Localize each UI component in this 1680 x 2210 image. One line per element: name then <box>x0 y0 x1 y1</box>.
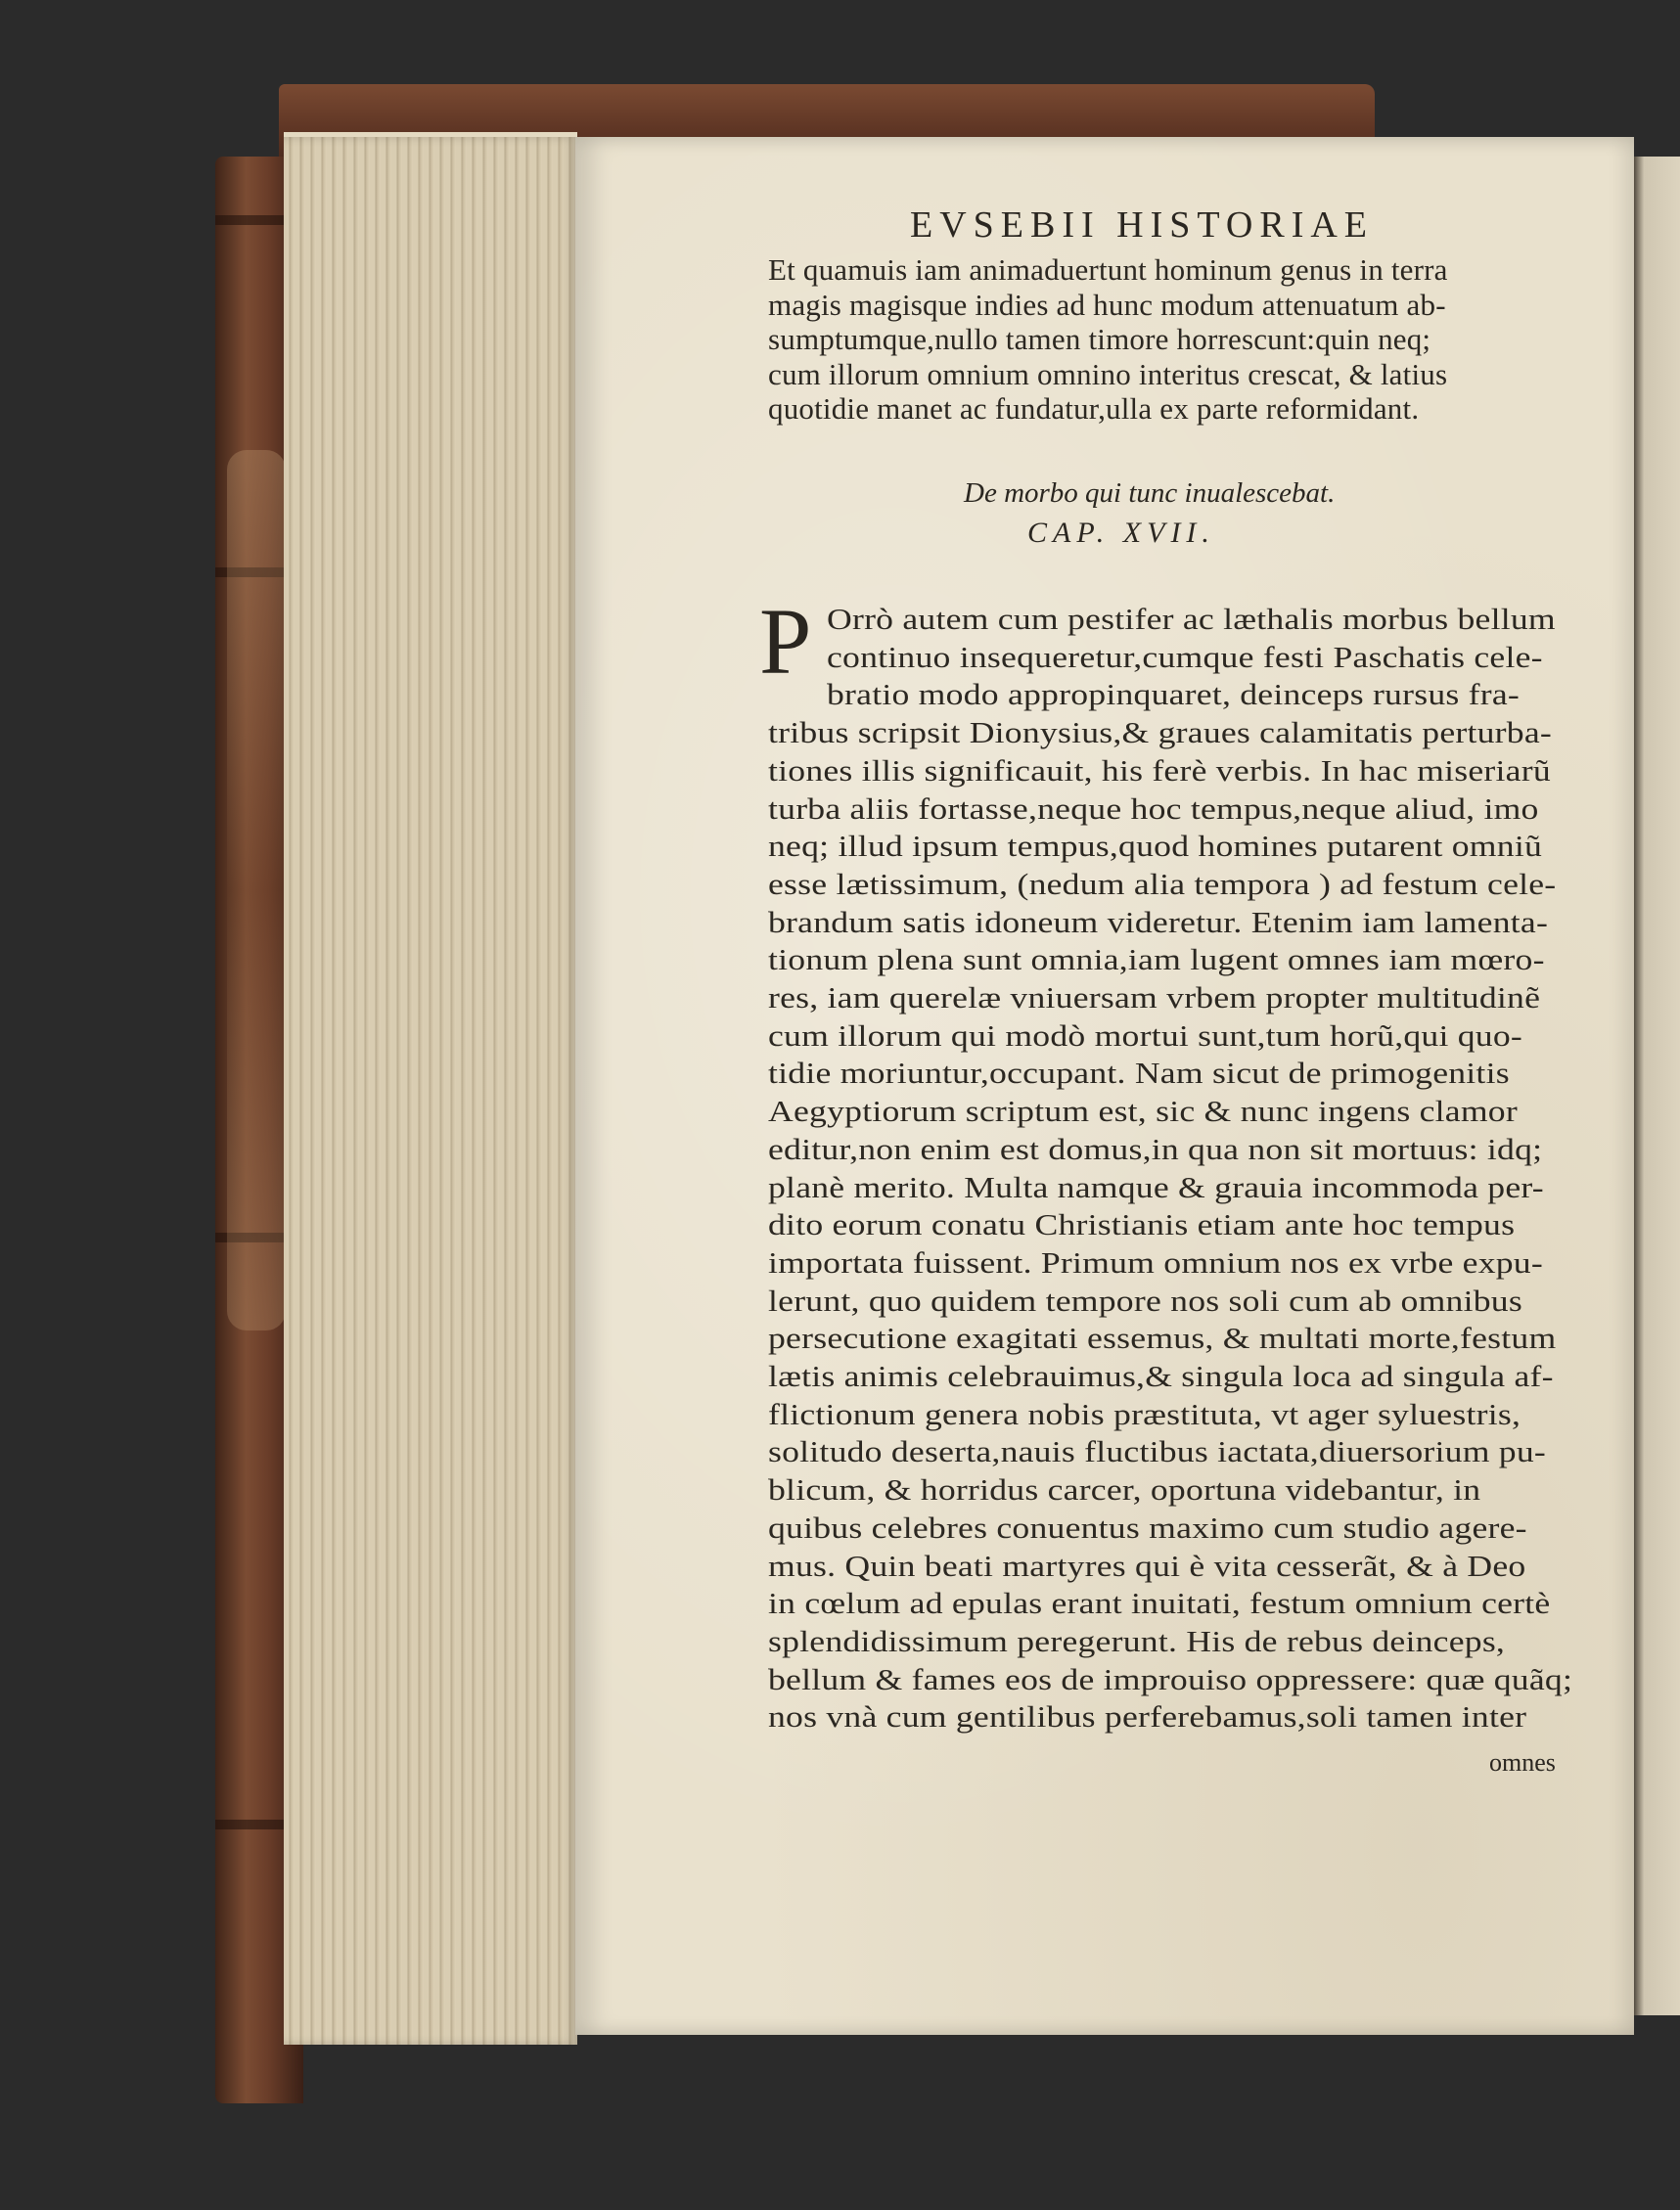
text-line: editur,non enim est domus,in qua non sit mortuus: idq; <box>768 1131 1543 1166</box>
text-line: splendidissimum peregerunt. His de rebus deinceps, <box>768 1623 1506 1658</box>
text-line: tionum plena sunt omnia,iam lugent omnes iam mœro- <box>768 942 1545 977</box>
text-line: continuo insequeretur,cumque festi Paschatis cele- <box>827 639 1543 674</box>
chapter-number: CAP. XVII. <box>1027 517 1215 549</box>
text-line: planè merito. Multa namque & grauia incommoda per- <box>768 1169 1544 1204</box>
leather-wear <box>227 450 286 1331</box>
text-line: Aegyptiorum scriptum est, sic & nunc ingens clamor <box>768 1094 1518 1129</box>
text-line: bratio modo appropinquaret, deinceps rursus fra- <box>827 677 1520 712</box>
text-line: quibus celebres conuentus maximo cum studio agere- <box>768 1510 1527 1545</box>
text-line: persecutione exagitati essemus, & multati morte,festum <box>768 1321 1557 1356</box>
text-line: quotidie manet ac fundatur,ulla ex parte reformidant. <box>768 391 1420 426</box>
text-line: nos vnà cum gentilibus perferebamus,soli tamen inter <box>768 1699 1527 1735</box>
page-edges <box>284 137 577 2045</box>
text-line: bellum & fames eos de improuiso oppressere: quæ quãq; <box>768 1661 1573 1696</box>
text-line: lætis animis celebrauimus,& singula loca ad singula af- <box>768 1359 1554 1393</box>
chapter-title: De morbo qui tunc inualescebat. <box>964 477 1336 509</box>
text-line: brandum satis idoneum videretur. Etenim iam lamenta- <box>768 904 1549 939</box>
text-line: tiones illis significauit, his ferè verbis. In hac miseriarũ <box>768 752 1551 788</box>
text-line: Orrò autem cum pestifer ac læthalis morbus bellum <box>827 602 1556 636</box>
text-line: res, iam querelæ vniuersam vrbem propter multitudinẽ <box>768 980 1541 1015</box>
text-line: lerunt, quo quidem tempore nos soli cum ab omnibus <box>768 1283 1522 1318</box>
text-line: cum illorum qui modò mortui sunt,tum horũ,qui quo- <box>768 1017 1523 1053</box>
text-line: Et quamuis iam animaduertunt hominum genus in terra <box>768 252 1448 287</box>
facing-page-edge <box>1632 157 1680 2015</box>
text-line: solitudo deserta,nauis fluctibus iactata,diuersorium pu- <box>768 1434 1547 1469</box>
catchword: omnes <box>1489 1748 1556 1777</box>
text-line: blicum, & horridus carcer, oportuna videbantur, in <box>768 1472 1481 1508</box>
text-line: esse lætissimum, (nedum alia tempora ) ad festum cele- <box>768 866 1557 901</box>
text-line: magis magisque indies ad hunc modum attenuatum ab- <box>768 287 1446 322</box>
text-line: in cœlum ad epulas erant inuitati, festum omnium certè <box>768 1586 1551 1621</box>
running-head: EVSEBII HISTORIAE <box>910 204 1375 246</box>
drop-cap: P <box>759 589 812 694</box>
text-line: tribus scripsit Dionysius,& graues calamitatis perturba- <box>768 715 1552 750</box>
text-line: neq; illud ipsum tempus,quod homines putarent omniũ <box>768 829 1543 864</box>
text-line: cum illorum omnium omnino interitus crescat, & latius <box>768 356 1448 391</box>
text-line: turba aliis fortasse,neque hoc tempus,neque aliud, imo <box>768 790 1539 826</box>
text-line: dito eorum conatu Christianis etiam ante hoc tempus <box>768 1207 1516 1242</box>
text-line: sumptumque,nullo tamen timore horrescunt:quin neq; <box>768 322 1431 356</box>
text-line: mus. Quin beati martyres qui è vita cesserãt, & à Deo <box>768 1548 1526 1583</box>
text-line: tidie moriuntur,occupant. Nam sicut de primogenitis <box>768 1056 1510 1091</box>
text-line: flictionum genera nobis præstituta, vt ager syluestris, <box>768 1396 1521 1431</box>
text-line: importata fuissent. Primum omnium nos ex vrbe expu- <box>768 1244 1543 1280</box>
